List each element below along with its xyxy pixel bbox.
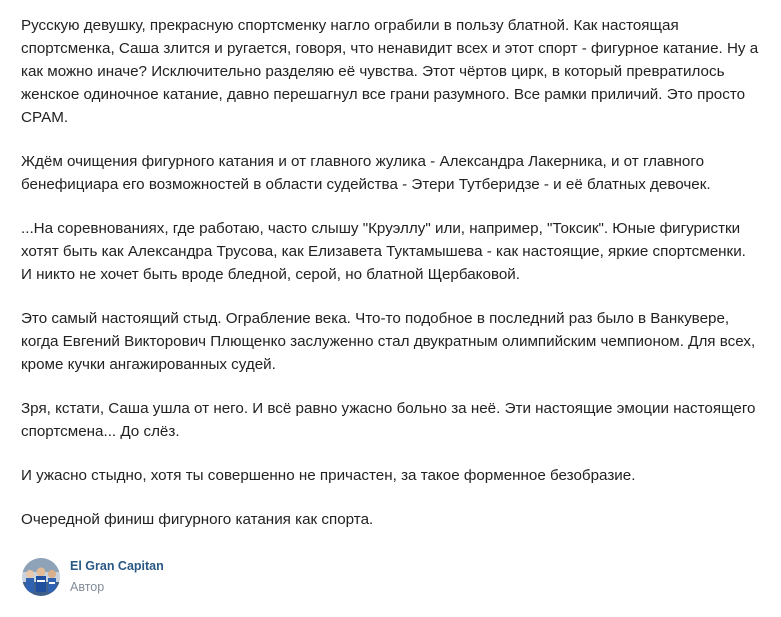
author-role: Автор: [70, 580, 105, 594]
post-paragraph-4: Это самый настоящий стыд. Ограбление века. Что-то подобное в последний раз было в Ванкувере, когда Евгений Викторович Плющенко заслуженно стал двукратным олимпийским чемпионом. Для всех, кроме кучки ангажированных судей.: [21, 310, 756, 373]
post-paragraph-2: Ждём очищения фигурного катания и от главного жулика - Александра Лакерника, и от главного бенефициара его возможностей в области судейства - Этери Тутберидзе - и её блатных девочек.: [21, 153, 711, 193]
post-body: [21, 14, 761, 531]
author-avatar[interactable]: [22, 558, 60, 596]
author-name-link[interactable]: El Gran Capitan: [70, 559, 164, 573]
author-block: [22, 557, 164, 597]
post-paragraph-1: Русскую девушку, прекрасную спортсменку нагло ограбили в пользу блатной. Как настоящая спортсменка, Саша злится и ругается, говоря, что ненавидит всех и этот спорт - фигурное катание. Ну а как можно иначе? Исключительно разделяю её чувства. Этот чёртов цирк, в который превратилось женское одиночное катание, давно перешагнул все грани разумного. Все рамки приличий. Это просто СРАМ.: [21, 17, 759, 126]
post-paragraph-7: Очередной финиш фигурного катания как спорта.: [21, 511, 374, 528]
author-meta: [70, 558, 164, 596]
post-paragraph-6: И ужасно стыдно, хотя ты совершенно не причастен, за такое форменное безобразие.: [21, 467, 636, 484]
post-paragraph-5: Зря, кстати, Саша ушла от него. И всё равно ужасно больно за неё. Эти настоящие эмоции настоящего спортсмена... До слёз.: [21, 400, 756, 440]
post: [21, 14, 761, 552]
team-photo-avatar-icon: [22, 558, 60, 596]
post-paragraph-3: ...На соревнованиях, где работаю, часто слышу "Круэллу" или, например, "Токсик". Юные фигуристки хотят быть как Александра Трусова, как Елизавета Туктамышева - как настоящие, яркие спортсменки. И никто не хочет быть вроде бледной, серой, но блатной Щербаковой.: [21, 220, 746, 283]
